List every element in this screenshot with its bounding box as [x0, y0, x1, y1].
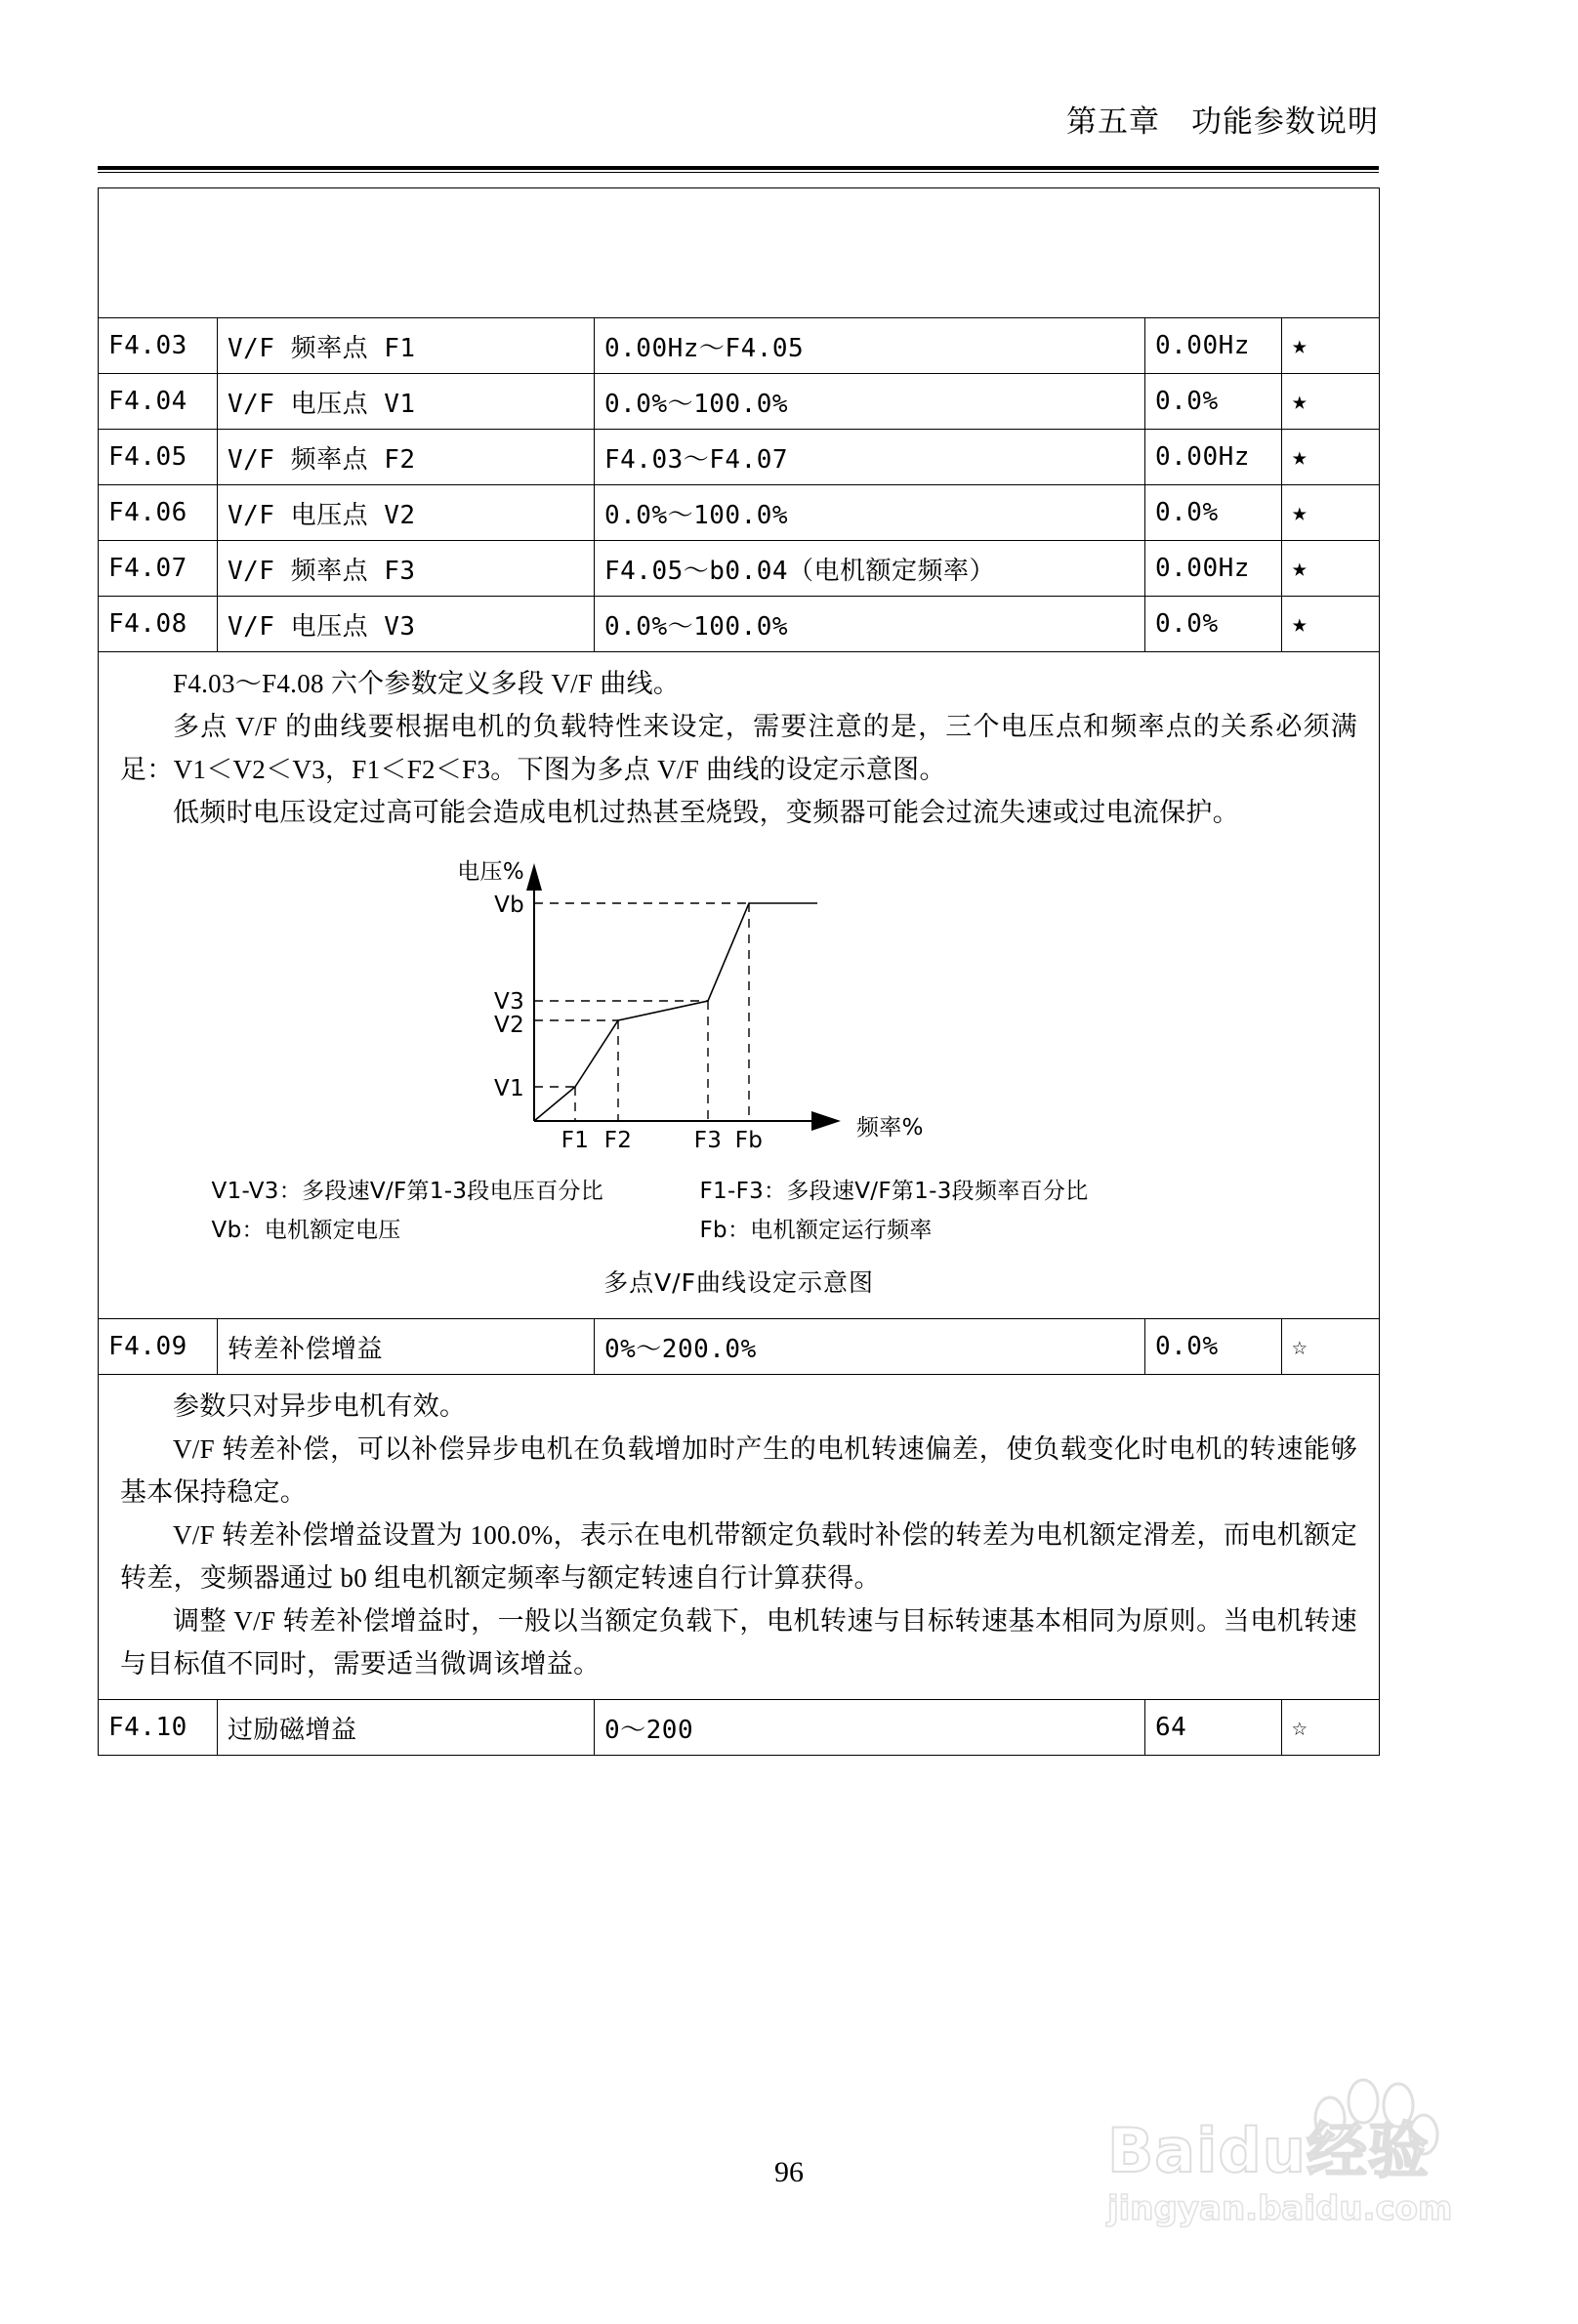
vf-desc-paragraph-2: 多点 V/F 的曲线要根据电机的负载特性来设定，需要注意的是，三个电压点和频率点的关系必须满足：V1＜V2＜V3，F1＜F2＜F3。下图为多点 V/F 曲线的设定示意图。 [120, 712, 1358, 784]
param-code: F4.09 [99, 1319, 218, 1375]
legend-item-v1v3 [212, 1172, 700, 1211]
slip-desc-paragraph-3: V/F 转差补偿增益设置为 100.0%，表示在电机带额定负载时补偿的转差为电机额定滑差，而电机额定转差，变频器通过 b0 组电机额定频率与额定转速自行计算获得。 [120, 1520, 1358, 1593]
table-row [99, 430, 1380, 485]
legend-item-fb [700, 1211, 1247, 1250]
param-modify-flag: ★ [1282, 541, 1380, 597]
baidu-jingyan-watermark [1101, 2062, 1512, 2248]
table-row [99, 1700, 1380, 1756]
vf-curve-figure [120, 834, 1357, 1305]
page-header: 第五章 功能参数说明 [1066, 104, 1379, 139]
param-range: 0～200 [595, 1700, 1145, 1756]
param-name: V/F 频率点 F2 [218, 430, 595, 485]
param-code: F4.07 [99, 541, 218, 597]
param-default: 0.0% [1145, 1319, 1282, 1375]
vf-desc-paragraph-3: 低频时电压设定过高可能会造成电机过热甚至烧毁，变频器可能会过流失速或过电流保护。 [173, 798, 1239, 827]
slip-desc-paragraph-1: 参数只对异步电机有效。 [173, 1391, 467, 1421]
table-row [99, 597, 1380, 652]
param-code: F4.08 [99, 597, 218, 652]
param-default: 0.0% [1145, 374, 1282, 430]
vf-curve-path [534, 903, 817, 1121]
watermark-url: jingyan.baidu.com [1107, 2189, 1453, 2228]
parameter-table [98, 187, 1380, 1756]
table-row [99, 485, 1380, 541]
legend-text-vb: 电机额定电压 [264, 1218, 401, 1243]
legend-key-v1v3: V1-V3： [211, 1179, 303, 1204]
param-code: F4.06 [99, 485, 218, 541]
param-code: F4.05 [99, 430, 218, 485]
legend-item-vb [212, 1211, 700, 1250]
y-axis-arrow [526, 863, 542, 891]
header-divider-rule [98, 166, 1379, 170]
table-row [99, 1319, 1380, 1375]
table-row [99, 318, 1380, 374]
param-code: F4.04 [99, 374, 218, 430]
table-row-continuation [99, 188, 1380, 318]
param-default: 0.0% [1145, 597, 1282, 652]
param-name: V/F 电压点 V1 [218, 374, 595, 430]
param-modify-flag: ☆ [1282, 1700, 1380, 1756]
legend-key-fb: Fb： [699, 1218, 751, 1243]
y-axis-title: 电压% [456, 859, 524, 885]
param-name: 过励磁增益 [218, 1700, 595, 1756]
watermark-brand: Baidu经验 [1107, 2115, 1430, 2186]
description-block-vf [99, 652, 1380, 1319]
table-row [99, 374, 1380, 430]
legend-row-1 [212, 1172, 1267, 1211]
param-modify-flag: ★ [1282, 374, 1380, 430]
slip-desc-paragraph-4: 调整 V/F 转差补偿增益时，一般以当额定负载下，电机转速与目标转速基本相同为原则。当电机转速与目标值不同时，需要适当微调该增益。 [120, 1606, 1358, 1679]
description-block-slip [99, 1375, 1380, 1700]
legend-row-2 [212, 1211, 1267, 1250]
vf-curve-chart [427, 850, 1052, 1172]
page-number: 96 [774, 2156, 804, 2188]
param-modify-flag: ★ [1282, 430, 1380, 485]
legend-item-f1f3 [700, 1172, 1247, 1211]
param-modify-flag: ☆ [1282, 1319, 1380, 1375]
vf-desc-paragraph-1: F4.03～F4.08 六个参数定义多段 V/F 曲线。 [173, 669, 681, 698]
param-range: F4.05～b0.04（电机额定频率） [595, 541, 1145, 597]
legend-text-fb: 电机额定运行频率 [750, 1218, 933, 1243]
param-code: F4.03 [99, 318, 218, 374]
slip-desc-paragraph-2: V/F 转差补偿，可以补偿异步电机在负载增加时产生的电机转速偏差，使负载变化时电机的转速能够基本保持稳定。 [120, 1434, 1358, 1507]
param-name: 转差补偿增益 [218, 1319, 595, 1375]
x-tick-label-f3: F3 [693, 1128, 722, 1153]
param-name: V/F 频率点 F1 [218, 318, 595, 374]
param-modify-flag: ★ [1282, 318, 1380, 374]
x-tick-label-f1: F1 [561, 1128, 589, 1153]
param-default: 0.00Hz [1145, 318, 1282, 374]
param-range: 0.0%～100.0% [595, 485, 1145, 541]
continuation-cell [99, 188, 1380, 318]
figure-legend [212, 1172, 1267, 1250]
param-range: F4.03～F4.07 [595, 430, 1145, 485]
y-tick-label-v1: V1 [493, 1076, 524, 1101]
legend-text-v1v3: 多段速V/F第1-3段电压百分比 [302, 1179, 604, 1204]
param-range: 0.00Hz～F4.05 [595, 318, 1145, 374]
y-tick-label-v2: V2 [493, 1013, 524, 1038]
x-axis-title: 频率% [855, 1115, 924, 1141]
param-default: 0.00Hz [1145, 430, 1282, 485]
param-modify-flag: ★ [1282, 597, 1380, 652]
param-code: F4.10 [99, 1700, 218, 1756]
param-name: V/F 频率点 F3 [218, 541, 595, 597]
param-range: 0.0%～100.0% [595, 374, 1145, 430]
y-tick-label-v3: V3 [493, 989, 524, 1015]
param-range: 0%～200.0% [595, 1319, 1145, 1375]
param-name: V/F 电压点 V2 [218, 485, 595, 541]
legend-key-f1f3: F1-F3： [699, 1179, 787, 1204]
x-axis-arrow [811, 1111, 841, 1131]
legend-key-vb: Vb： [211, 1218, 265, 1243]
legend-text-f1f3: 多段速V/F第1-3段频率百分比 [786, 1179, 1089, 1204]
y-tick-label-vb: Vb [493, 892, 524, 918]
param-name: V/F 电压点 V3 [218, 597, 595, 652]
param-range: 0.0%～100.0% [595, 597, 1145, 652]
figure-caption: 多点V/F曲线设定示意图 [603, 1268, 874, 1297]
table-row [99, 541, 1380, 597]
param-default: 64 [1145, 1700, 1282, 1756]
param-default: 0.0% [1145, 485, 1282, 541]
x-tick-label-fb: Fb [734, 1128, 763, 1153]
param-default: 0.00Hz [1145, 541, 1282, 597]
param-modify-flag: ★ [1282, 485, 1380, 541]
x-tick-label-f2: F2 [603, 1128, 632, 1153]
